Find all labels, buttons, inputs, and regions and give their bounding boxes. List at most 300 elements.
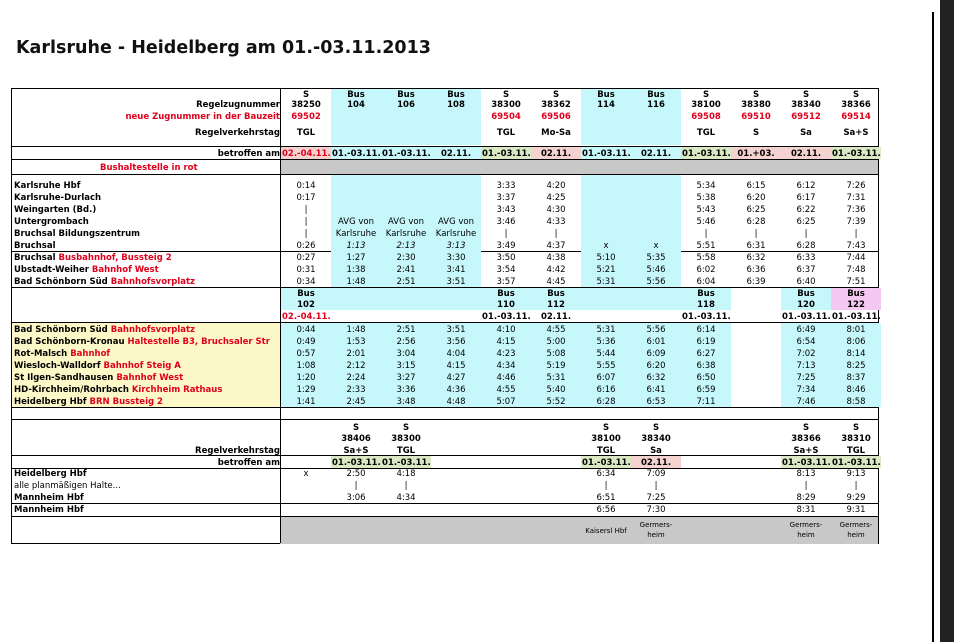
time-cell: AVG von: [338, 217, 374, 227]
time-cell: 9:29: [846, 493, 866, 503]
time-cell: 6:27: [696, 349, 716, 359]
bus-stop-name: BRN Bussteig 2: [89, 397, 163, 407]
time-cell: [432, 468, 480, 480]
time-cell: 7:48: [846, 265, 866, 275]
time-cell: 8:46: [846, 385, 866, 395]
time-cell: 8:14: [846, 349, 866, 359]
bus-stop-name: Kirchheim Rathaus: [131, 385, 223, 395]
time-cell: 3:51: [446, 277, 466, 287]
time-cell: 6:36: [746, 265, 766, 275]
time-cell: 4:18: [396, 469, 416, 479]
time-cell: 5:51: [696, 241, 716, 251]
time-cell: 6:53: [646, 397, 666, 407]
time-cell: 6:28: [796, 241, 816, 251]
affected-dates: 01.-03.11.: [832, 312, 881, 322]
time-cell: 0:49: [296, 337, 316, 347]
time-cell: 2:33: [346, 385, 366, 395]
affected-dates: 01.+03.: [737, 149, 775, 159]
time-cell: 7:43: [846, 241, 866, 251]
time-cell: 4:46: [496, 373, 516, 383]
time-cell: 4:34: [396, 493, 416, 503]
affected-dates: 01.-03.11.: [482, 149, 531, 159]
train-number: 106: [397, 100, 415, 110]
time-cell: 2:51: [396, 277, 416, 287]
time-cell: 7:25: [796, 373, 816, 383]
train-number: 116: [647, 100, 665, 110]
time-cell: [732, 504, 780, 516]
time-cell: |: [554, 229, 558, 239]
gap: [731, 288, 781, 310]
time-cell: 3:46: [496, 217, 516, 227]
time-cell: [632, 216, 680, 228]
time-cell: 5:31: [596, 325, 616, 335]
time-cell: 6:41: [646, 385, 666, 395]
time-cell: 4:15: [446, 361, 466, 371]
time-cell: 1:13: [346, 241, 366, 251]
time-cell: 7:13: [796, 361, 816, 371]
time-cell: 7:30: [646, 505, 666, 515]
bus-stop-name: Bahnhof: [70, 349, 111, 359]
grey-band: [280, 160, 878, 174]
time-cell: 5:35: [646, 253, 666, 263]
time-cell: [482, 468, 530, 480]
time-cell: 4:37: [546, 241, 566, 251]
time-cell: 3:54: [496, 265, 516, 275]
affected-dates: 02.11.: [640, 458, 672, 468]
time-cell: [382, 180, 430, 192]
operating-day: S: [752, 128, 760, 138]
time-cell: 4:25: [546, 193, 566, 203]
train-number: 38310: [841, 434, 871, 444]
time-cell: 6:20: [746, 193, 766, 203]
time-cell: 2:45: [346, 397, 366, 407]
station-name-text: Wiesloch-Walldorf: [14, 361, 104, 371]
time-cell: |: [804, 229, 808, 239]
train-type: S: [302, 90, 310, 100]
time-cell: 4:33: [546, 217, 566, 227]
time-cell: 5:36: [596, 337, 616, 347]
train-type: Bus: [447, 90, 465, 100]
time-cell: 6:37: [796, 265, 816, 275]
time-cell: 6:16: [596, 385, 616, 395]
label-regelverkehrstag: Regelverkehrstag: [195, 446, 280, 456]
train-number: 38362: [541, 100, 571, 110]
train-type: S: [802, 90, 810, 100]
operating-day: Sa+S: [793, 446, 819, 456]
train-type: Bus: [347, 90, 365, 100]
bus-type: Bus: [847, 289, 865, 299]
time-cell: [532, 480, 580, 492]
station-name-text: Rot-Malsch: [14, 349, 71, 359]
time-cell: 1:38: [346, 265, 366, 275]
operating-day: [632, 127, 680, 139]
time-cell: |: [304, 217, 308, 227]
time-cell: [732, 336, 780, 348]
time-cell: |: [504, 229, 508, 239]
operating-day: TGL: [496, 128, 516, 138]
time-cell: 6:25: [796, 217, 816, 227]
time-cell: 0:44: [296, 325, 316, 335]
time-cell: 2:56: [396, 337, 416, 347]
train-type: S: [852, 90, 860, 100]
train-type: S: [802, 423, 810, 433]
time-cell: 4:55: [496, 385, 516, 395]
time-cell: 6:04: [696, 277, 716, 287]
time-cell: 6:54: [796, 337, 816, 347]
time-cell: [432, 504, 480, 516]
operating-day: Sa: [800, 128, 812, 138]
affected-dates: 01.-03.11.: [482, 312, 531, 322]
new-train-number: [382, 111, 430, 123]
station-name-text: Bad Schönborn Süd: [14, 277, 111, 287]
time-cell: 5:43: [696, 205, 716, 215]
time-cell: 4:15: [496, 337, 516, 347]
new-train-number: 69504: [491, 112, 521, 122]
train-type: Bus: [647, 90, 665, 100]
bus-type: Bus: [697, 289, 715, 299]
time-cell: x: [653, 241, 659, 251]
time-cell: 6:33: [796, 253, 816, 263]
destination-note: heim: [647, 531, 665, 539]
time-cell: 3:06: [346, 493, 366, 503]
station-name: Bruchsal: [14, 241, 56, 251]
time-cell: 6:07: [596, 373, 616, 383]
time-cell: 7:11: [696, 397, 716, 407]
time-cell: 3:48: [396, 397, 416, 407]
bus-number: 102: [297, 300, 315, 310]
station-name: [14, 324, 195, 336]
time-cell: 7:26: [846, 181, 866, 191]
time-cell: [582, 180, 630, 192]
time-cell: 2:41: [396, 265, 416, 275]
bus-type: Bus: [797, 289, 815, 299]
affected-dates: 01.-03.11.: [332, 458, 381, 468]
time-cell: [282, 480, 330, 492]
time-cell: 3:50: [496, 253, 516, 263]
bus-type: Bus: [297, 289, 315, 299]
time-cell: |: [654, 481, 658, 491]
time-cell: 6:59: [696, 385, 716, 395]
affected-dates: 01.-03.11.: [582, 149, 631, 159]
time-cell: [732, 348, 780, 360]
time-cell: 6:51: [596, 493, 616, 503]
time-cell: 4:20: [546, 181, 566, 191]
time-cell: 6:39: [746, 277, 766, 287]
destination-note: Kaisersl Hbf: [585, 527, 627, 535]
time-cell: 6:32: [646, 373, 666, 383]
time-cell: 5:40: [546, 385, 566, 395]
time-cell: [582, 204, 630, 216]
time-cell: 4:10: [496, 325, 516, 335]
time-cell: 4:36: [446, 385, 466, 395]
time-cell: 2:50: [346, 469, 366, 479]
time-cell: 3:37: [496, 193, 516, 203]
time-cell: 3:43: [496, 205, 516, 215]
affected-dates: 01.-03.11.: [582, 458, 631, 468]
time-cell: 2:01: [346, 349, 366, 359]
train-type: S: [602, 423, 610, 433]
time-cell: [632, 204, 680, 216]
time-cell: 0:57: [296, 349, 316, 359]
time-cell: 5:58: [696, 253, 716, 263]
bus-number: 118: [697, 300, 715, 310]
time-cell: 5:46: [696, 217, 716, 227]
time-cell: 8:58: [846, 397, 866, 407]
operating-day: [432, 127, 480, 139]
affected-dates: 02.11.: [640, 149, 672, 159]
train-type: Bus: [397, 90, 415, 100]
station-name-text: Bad Schönborn-Kronau: [14, 337, 128, 347]
time-cell: 1:48: [346, 325, 366, 335]
train-type: Bus: [597, 90, 615, 100]
affected-dates: 02.11.: [440, 149, 472, 159]
new-train-number: [432, 111, 480, 123]
time-cell: 1:48: [346, 277, 366, 287]
station-name: Weingarten (Bd.): [14, 205, 97, 215]
operating-day: Mo-Sa: [541, 128, 571, 138]
label-neue-zugnummer: neue Zugnummer in der Bauzeit: [125, 112, 280, 122]
station-name: [14, 252, 172, 264]
train-number: 114: [597, 100, 615, 110]
bus-type: Bus: [547, 289, 565, 299]
time-cell: 8:25: [846, 361, 866, 371]
time-cell: [632, 228, 680, 240]
time-cell: |: [854, 481, 858, 491]
time-cell: 3:49: [496, 241, 516, 251]
station-name: Mannheim Hbf: [14, 493, 84, 503]
station-name-text: Heidelberg Hbf: [14, 397, 90, 407]
train-number: 38380: [741, 100, 771, 110]
time-cell: 3:27: [396, 373, 416, 383]
time-cell: 7:09: [646, 469, 666, 479]
time-cell: 1:41: [296, 397, 316, 407]
operating-day: TGL: [596, 446, 616, 456]
destination-note: heim: [847, 531, 865, 539]
train-number: 38100: [591, 434, 621, 444]
column-divider: [280, 89, 281, 543]
station-name: [14, 360, 181, 372]
affected-dates: 01.-03.11.: [382, 149, 431, 159]
time-cell: 6:56: [596, 505, 616, 515]
label-betroffen-am: betroffen am: [217, 149, 280, 159]
train-number: 38250: [291, 100, 321, 110]
station-name: Untergrombach: [14, 217, 89, 227]
train-type: S: [352, 423, 360, 433]
time-cell: 9:13: [846, 469, 866, 479]
time-cell: 4:34: [496, 361, 516, 371]
train-type: S: [652, 423, 660, 433]
train-number: 108: [447, 100, 465, 110]
time-cell: [332, 504, 380, 516]
bus-stop-name: Haltestelle B3, Bruchsaler Str: [127, 337, 270, 347]
time-cell: 5:00: [546, 337, 566, 347]
operating-day: Sa+S: [843, 128, 869, 138]
time-cell: 7:31: [846, 193, 866, 203]
label-regelverkehrstag: Regelverkehrstag: [195, 128, 280, 138]
affected-dates: 01.-03.11.: [782, 458, 831, 468]
window-border: [940, 0, 954, 642]
time-cell: [282, 504, 330, 516]
operating-day: TGL: [296, 128, 316, 138]
time-cell: |: [804, 481, 808, 491]
time-cell: 5:38: [696, 193, 716, 203]
station-name-text: St Ilgen-Sandhausen: [14, 373, 117, 383]
time-cell: [682, 480, 730, 492]
time-cell: 3:56: [446, 337, 466, 347]
affected-dates: 02.11.: [540, 149, 572, 159]
time-cell: 0:17: [296, 193, 316, 203]
time-cell: Karlsruhe: [385, 229, 427, 239]
time-cell: |: [304, 229, 308, 239]
page-title: Karlsruhe - Heidelberg am 01.-03.11.2013: [16, 38, 431, 58]
bus-stop-name: Bahnhofsvorplatz: [110, 277, 196, 287]
time-cell: [732, 468, 780, 480]
time-cell: 3:04: [396, 349, 416, 359]
row-divider: [12, 419, 878, 420]
time-cell: [432, 480, 480, 492]
bus-stop-name: Bahnhofsvorplatz: [110, 325, 196, 335]
affected-dates: 02.11.: [790, 149, 822, 159]
time-cell: |: [854, 229, 858, 239]
time-cell: [632, 180, 680, 192]
time-cell: 6:34: [596, 469, 616, 479]
time-cell: 4:48: [446, 397, 466, 407]
station-name: [14, 348, 110, 360]
time-cell: [532, 468, 580, 480]
time-cell: AVG von: [438, 217, 474, 227]
operating-day: [382, 127, 430, 139]
time-cell: [432, 192, 480, 204]
train-number: 38340: [791, 100, 821, 110]
station-name-text: Bad Schönborn Süd: [14, 325, 111, 335]
time-cell: 4:04: [446, 349, 466, 359]
new-train-number: [582, 111, 630, 123]
time-cell: [432, 180, 480, 192]
train-number: 38406: [341, 434, 371, 444]
affected-dates: 02.-04.11.: [282, 312, 331, 322]
destination-note: Germers-: [789, 521, 823, 529]
time-cell: 5:52: [546, 397, 566, 407]
operating-day: TGL: [696, 128, 716, 138]
time-cell: 6:01: [646, 337, 666, 347]
new-train-number: 69510: [741, 112, 771, 122]
time-cell: [732, 384, 780, 396]
time-cell: 7:25: [646, 493, 666, 503]
time-cell: 5:44: [596, 349, 616, 359]
time-cell: 7:46: [796, 397, 816, 407]
time-cell: |: [404, 481, 408, 491]
time-cell: 1:08: [296, 361, 316, 371]
time-cell: 2:24: [346, 373, 366, 383]
time-cell: 5:46: [646, 265, 666, 275]
time-cell: 3:15: [396, 361, 416, 371]
time-cell: [382, 204, 430, 216]
time-cell: 3:33: [496, 181, 516, 191]
time-cell: |: [754, 229, 758, 239]
time-cell: 4:55: [546, 325, 566, 335]
time-cell: 7:44: [846, 253, 866, 263]
station-name: [14, 372, 183, 384]
bus-number: 120: [797, 300, 815, 310]
station-name: Mannheim Hbf: [14, 505, 84, 515]
time-cell: 7:34: [796, 385, 816, 395]
time-cell: 5:31: [596, 277, 616, 287]
time-cell: 0:31: [296, 265, 316, 275]
new-train-number: [332, 111, 380, 123]
time-cell: AVG von: [388, 217, 424, 227]
time-cell: 8:13: [796, 469, 816, 479]
station-name-text: Ubstadt-Weiher: [14, 265, 92, 275]
time-cell: [582, 228, 630, 240]
time-cell: x: [603, 241, 609, 251]
row-divider: [12, 503, 878, 504]
time-cell: 6:49: [796, 325, 816, 335]
station-name: [14, 384, 222, 396]
time-cell: [482, 504, 530, 516]
time-cell: [682, 468, 730, 480]
time-cell: 6:12: [796, 181, 816, 191]
time-cell: 4:42: [546, 265, 566, 275]
operating-day: TGL: [846, 446, 866, 456]
bus-number: 112: [547, 300, 565, 310]
time-cell: 8:37: [846, 373, 866, 383]
bus-stop-name: Bahnhof West: [91, 265, 159, 275]
time-cell: |: [354, 481, 358, 491]
time-cell: 5:21: [596, 265, 616, 275]
time-cell: 6:31: [746, 241, 766, 251]
time-cell: 5:31: [546, 373, 566, 383]
time-cell: |: [304, 205, 308, 215]
time-cell: 9:31: [846, 505, 866, 515]
time-cell: 6:14: [696, 325, 716, 335]
bus-stop-name: Bahnhof West: [116, 373, 184, 383]
station-name: alle planmäßigen Halte...: [14, 481, 121, 491]
operating-day: [582, 127, 630, 139]
time-cell: [332, 180, 380, 192]
train-number: 38340: [641, 434, 671, 444]
time-cell: 8:01: [846, 325, 866, 335]
affected-dates: 01.-03.11.: [832, 458, 881, 468]
bushalt-label: Bushaltestelle in rot: [100, 163, 198, 173]
time-cell: 7:02: [796, 349, 816, 359]
affected-dates: 01.-03.11.: [682, 312, 731, 322]
time-cell: 0:14: [296, 181, 316, 191]
row-divider: [12, 407, 878, 408]
destination-note: heim: [797, 531, 815, 539]
time-cell: 7:51: [846, 277, 866, 287]
time-cell: 2:13: [396, 241, 416, 251]
train-number: 104: [347, 100, 365, 110]
time-cell: Karlsruhe: [435, 229, 477, 239]
time-cell: 4:38: [546, 253, 566, 263]
time-cell: 3:30: [446, 253, 466, 263]
affected-dates: 01.-03.11.: [832, 149, 881, 159]
time-cell: 6:20: [646, 361, 666, 371]
time-cell: [732, 480, 780, 492]
time-cell: 7:36: [846, 205, 866, 215]
affected-dates: 01.-03.11.: [332, 149, 381, 159]
row-divider: [12, 146, 878, 147]
time-cell: 5:10: [596, 253, 616, 263]
time-cell: 6:02: [696, 265, 716, 275]
time-cell: 6:28: [746, 217, 766, 227]
time-cell: 7:39: [846, 217, 866, 227]
time-cell: [732, 372, 780, 384]
train-type: S: [552, 90, 560, 100]
time-cell: 2:12: [346, 361, 366, 371]
bus-stop-name: Busbahnhof, Bussteig 2: [58, 253, 172, 263]
time-cell: 1:53: [346, 337, 366, 347]
